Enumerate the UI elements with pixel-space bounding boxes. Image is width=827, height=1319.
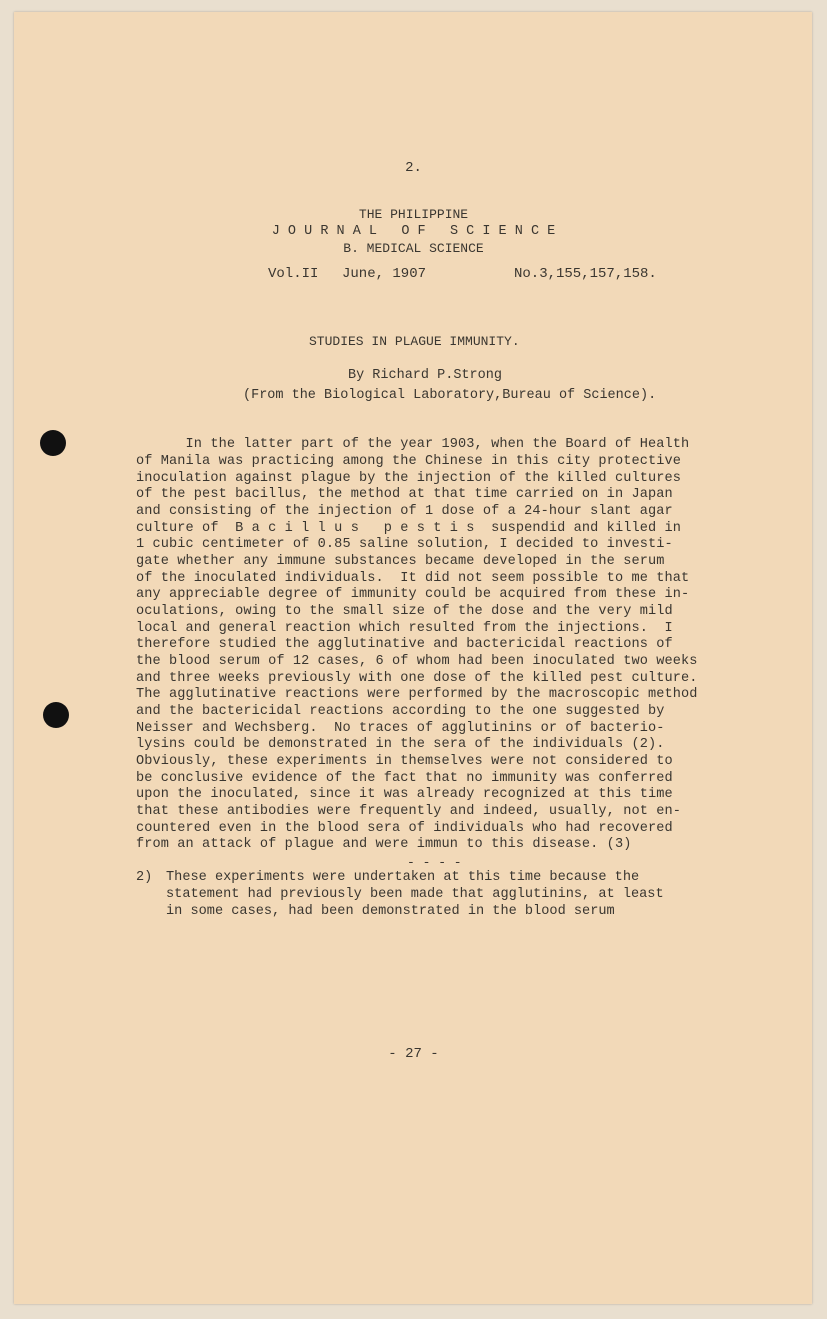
issue-date: June, 1907 xyxy=(342,266,427,282)
journal-line-3: B. MEDICAL SCIENCE xyxy=(343,241,484,256)
article-title: STUDIES IN PLAGUE IMMUNITY. xyxy=(309,334,520,349)
separator: - - - - xyxy=(407,855,462,870)
journal-line-1: THE PHILIPPINE xyxy=(358,207,469,222)
body-line: upon the inoculated, since it was already recognized at this time xyxy=(136,787,673,802)
body-line: culture of B a c i l l u s p e s t i s suspendid and killed in xyxy=(136,521,681,536)
body-line: therefore studied the agglutinative and bactericidal reactions of xyxy=(136,637,673,652)
body-line: In the latter part of the year 1903, when the Board of Health xyxy=(136,437,690,452)
issue-numbers: No.3,155,157,158. xyxy=(514,266,657,282)
body-line: any appreciable degree of immunity could be acquired from these in- xyxy=(136,587,690,602)
body-line: of the pest bacillus, the method at that time carried on in Japan xyxy=(136,487,673,502)
body-line: of the inoculated individuals. It did not seem possible to me that xyxy=(136,571,690,586)
footnote-marker: 2) xyxy=(136,870,153,885)
body-line: oculations, owing to the small size of the dose and the very mild xyxy=(136,604,673,619)
body-line: The agglutinative reactions were performed by the macroscopic method xyxy=(136,687,698,702)
affiliation: (From the Biological Laboratory,Bureau of Science). xyxy=(243,388,657,403)
journal-line-2: J O U R N A L O F S C I E N C E xyxy=(271,224,556,239)
footnote-line: in some cases, had been demonstrated in the blood serum xyxy=(166,904,615,919)
byline: By Richard P.Strong xyxy=(348,368,502,383)
body-line: countered even in the blood sera of individuals who had recovered xyxy=(136,821,673,836)
body-line: Neisser and Wechsberg. No traces of agglutinins or of bacterio- xyxy=(136,721,665,736)
body-line: be conclusive evidence of the fact that no immunity was conferred xyxy=(136,771,673,786)
body-line: and consisting of the injection of 1 dose of a 24-hour slant agar xyxy=(136,504,673,519)
body-line: and the bactericidal reactions according to the one suggested by xyxy=(136,704,665,719)
body-line: the blood serum of 12 cases, 6 of whom had been inoculated two weeks xyxy=(136,654,698,669)
page-number-top: 2. xyxy=(405,160,422,176)
punch-hole-top xyxy=(40,430,66,456)
footnote-line: statement had previously been made that agglutinins, at least xyxy=(166,887,664,902)
volume: Vol.II xyxy=(268,266,319,282)
body-line: and three weeks previously with one dose of the killed pest culture. xyxy=(136,671,698,686)
body-line: 1 cubic centimeter of 0.85 saline solution, I decided to investi- xyxy=(136,537,673,552)
body-line: inoculation against plague by the injection of the killed cultures xyxy=(136,471,681,486)
body-line: that these antibodies were frequently and indeed, usually, not en- xyxy=(136,804,681,819)
footnote-line: These experiments were undertaken at this time because the xyxy=(166,870,640,885)
body-line: from an attack of plague and were immun to this disease. (3) xyxy=(136,837,632,852)
body-line: Obviously, these experiments in themselves were not considered to xyxy=(136,754,673,769)
body-line: lysins could be demonstrated in the sera of the individuals (2). xyxy=(136,737,665,752)
body-line: of Manila was practicing among the Chinese in this city protective xyxy=(136,454,681,469)
punch-hole-bottom xyxy=(43,702,69,728)
body-line: gate whether any immune substances became developed in the serum xyxy=(136,554,665,569)
body-line: local and general reaction which resulted from the injections. I xyxy=(136,621,673,636)
page-number-bottom: - 27 - xyxy=(388,1046,439,1062)
